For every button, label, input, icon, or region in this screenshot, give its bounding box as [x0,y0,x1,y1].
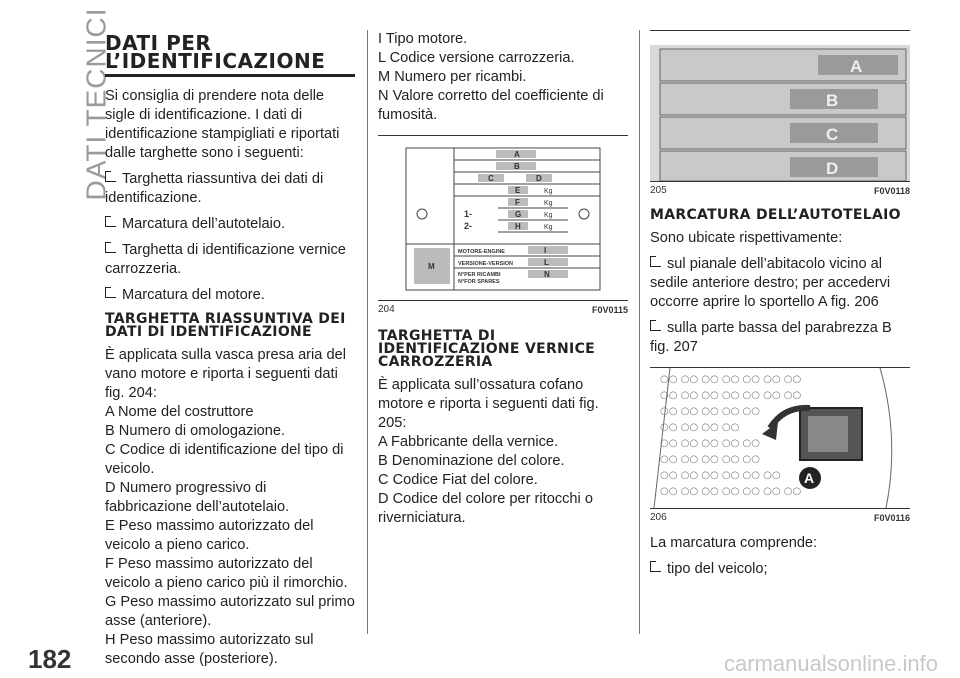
figure-code: F0V0115 [591,305,628,315]
svg-text:○○ ○○ ○○ ○○ ○○ ○○ ○○: ○○ ○○ ○○ ○○ ○○ ○○ ○○ [660,390,802,401]
list-item: D Codice del colore per ritocchi o riverniciatura. [378,491,593,526]
list-item: H Peso massimo autorizzato sul secondo asse (posteriore). [105,632,314,667]
spares-label-1: N°PER RICAMBI [458,272,501,278]
kg-label: Kg [544,212,553,219]
list-item: M Numero per ricambi. [378,69,527,85]
list-item: tipo del veicolo; [650,560,910,579]
list-item: C Codice di identificazione del tipo di veicolo. [105,442,344,477]
engine-label: MOTORE-ENGINE [458,249,505,255]
callout-a-label: A [804,470,815,486]
svg-text:○○ ○○ ○○ ○○ ○○ ○○ ○○: ○○ ○○ ○○ ○○ ○○ ○○ ○○ [660,486,802,497]
list-item: A Nome del costruttore [105,404,254,420]
section-side-title: DATI TECNICI [80,7,112,201]
version-label: VERSIONE-VERSION [458,261,514,267]
plate-label-m: M [428,262,435,271]
plate-label-b: B [514,162,520,171]
plate-label-h: H [515,222,521,231]
list-item: Marcatura del motore. [105,286,355,305]
list-item: Targhetta di identificazione vernice carrozzeria. [105,242,346,277]
figure-code: F0V0116 [873,513,910,523]
svg-text:○○ ○○ ○○ ○○ ○○ ○○: ○○ ○○ ○○ ○○ ○○ ○○ [660,470,781,481]
list-item: sulla parte bassa del parabrezza B fig. 207 [650,320,892,355]
axle-2-label: 2- [464,221,473,231]
column-divider [367,30,368,634]
section-heading: MARCATURA DELL’AUTOTELAIO [650,207,901,223]
paint-label-a: A [850,57,863,76]
marking-intro: La marcatura comprende: [650,535,818,551]
svg-text:○○ ○○ ○○ ○○ ○○: ○○ ○○ ○○ ○○ ○○ [660,406,760,417]
figure-caption [378,304,628,316]
plate-label-l: L [544,258,549,267]
list-item: G Peso massimo autorizzato sul primo asse (anteriore). [105,594,355,629]
plate-label-g: G [515,210,522,219]
paint-plate-illustration [650,31,910,181]
data-list [378,433,628,528]
figure-caption [650,185,910,197]
kg-label: Kg [544,224,553,231]
list-item: E Peso massimo autorizzato del veicolo a pieno carico. [105,518,314,553]
svg-text:○○ ○○ ○○ ○○: ○○ ○○ ○○ ○○ [660,422,740,433]
plate-label-c: C [488,174,494,183]
section-heading: TARGHETTA DI IDENTIFICAZIONE VERNICE CARROZZERIA [378,328,596,370]
figure-number: 204 [378,304,395,315]
svg-text:○○ ○○ ○○ ○○ ○○: ○○ ○○ ○○ ○○ ○○ [660,454,760,465]
bullet-icon [105,171,116,182]
section-intro: È applicata sull’ossatura cofano motore e riporta i seguenti dati fig. 205: [378,377,599,431]
plate-label-a: A [514,150,520,159]
bullet-icon [105,287,116,298]
list-item: B Numero di omologazione. [105,423,286,439]
list-item: Marcatura dell’autotelaio. [105,215,355,234]
list-item: C Codice Fiat del colore. [378,472,538,488]
list-item: B Denominazione del colore. [378,453,565,469]
column-1 [105,30,355,669]
section-intro: Sono ubicate rispettivamente: [650,230,843,246]
bullet-icon [650,320,661,331]
list-item: A Fabbricante della vernice. [378,434,559,450]
figure-206-chassis-marking [650,367,910,509]
watermark: carmanualsonline.info [723,651,938,676]
kg-label: Kg [544,188,553,195]
paint-label-d: D [826,159,839,178]
bullet-icon [650,561,661,572]
svg-text:○○ ○○ ○○ ○○ ○○: ○○ ○○ ○○ ○○ ○○ [660,438,760,449]
intro-paragraph: Si consiglia di prendere nota delle sigle di identificazione. I dati di identificazione stampigliati e riportati dalle targhette sono i seguenti: [105,88,340,161]
column-2 [378,30,628,528]
bullet-icon [105,216,116,227]
kg-label: Kg [544,200,553,207]
list-item: D Numero progressivo di fabbricazione dell’autotelaio. [105,480,290,515]
list-item: F Peso massimo autorizzato del veicolo a pieno carico più il rimorchio. [105,556,348,591]
list-item: L Codice versione carrozzeria. [378,50,575,66]
section-intro: È applicata sulla vasca presa aria del vano motore e riporta i seguenti dati fig. 204: [105,347,346,401]
axle-1-label: 1- [464,209,473,219]
list-item: N Valore corretto del coefficiente di fumosità. [378,88,604,123]
plate-label-f: F [515,198,520,207]
figure-code: F0V0118 [873,186,910,196]
page-heading: DATI PER L’IDENTIFICAZIONE [105,34,355,77]
section-heading: TARGHETTA RIASSUNTIVA DEI DATI DI IDENTIFICAZIONE [105,311,346,340]
id-plate-illustration [378,136,628,300]
bullet-icon [105,242,116,253]
bullet-icon [650,256,661,267]
plate-label-e: E [515,186,521,195]
figure-204-id-plate [378,135,628,301]
column-divider [639,30,640,634]
figure-caption [650,512,910,524]
paint-label-b: B [826,91,839,110]
column-3 [650,30,910,586]
list-item: I Tipo motore. [378,31,468,47]
list-item: Targhetta riassuntiva dei dati di identificazione. [105,171,324,206]
plate-label-i: I [544,246,547,255]
figure-number: 205 [650,185,667,196]
figure-205-paint-plate [650,30,910,182]
data-list [378,30,628,125]
svg-text:○○ ○○ ○○ ○○ ○○ ○○ ○○: ○○ ○○ ○○ ○○ ○○ ○○ ○○ [660,374,802,385]
plate-label-d: D [536,174,542,183]
floor-flap-illustration [650,368,910,508]
data-list [105,403,355,669]
figure-number: 206 [650,512,667,523]
list-item: sul pianale dell’abitacolo vicino al sedile anteriore destro; per accedervi occorre aprire lo sportello A fig. 206 [650,256,891,310]
spares-label-2: N°FOR SPARES [458,279,500,285]
page-number: 182 [28,644,72,674]
plate-label-n: N [544,270,550,279]
paint-label-c: C [826,125,839,144]
